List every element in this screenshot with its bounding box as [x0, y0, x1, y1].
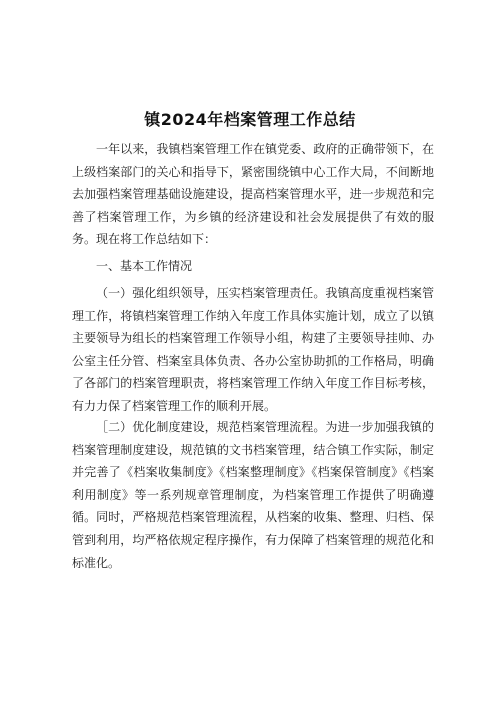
intro-paragraph-block	[72, 138, 434, 251]
document-title: 镇2024年档案管理工作总结	[144, 110, 356, 129]
item1-paragraph-block	[72, 282, 434, 418]
section-heading-block	[72, 255, 434, 278]
item1-paragraph: （一）强化组织领导，压实档案管理责任。我镇高度重视档案管理工作，将镇档案管理工作纳入年度工作具体实施计划，成立了以镇主要领导为组长的档案管理工作领导小组，构建了主要领导挂帅、办公室主任分管、档案室具体负责、各办公室协助抓的工作格局，明确了各部门的档案管理职责，将档案管理工作纳入年度工作目标考核，有力力保了档案管理工作的顺利开展。	[72, 286, 434, 413]
item2-paragraph: ［二）优化制度建设，规范档案管理流程。为进一步加强我镇的档案管理制度建设，规范镇的文书档案管理，结合镇工作实际，制定并完善了《档案收集制度》《档案整理制度》《档案保管制度》《档案利用制度》等一系列规章管理制度，为档案管理工作提供了明确遵循。同时，严格规范档案管理流程，从档案的收集、整理、归档、保管到利用，均严格依规定程序操作，有力保障了档案管理的规范化和标准化。	[72, 420, 434, 570]
section-heading: 一、基本工作情况	[96, 259, 193, 273]
item2-paragraph-block	[72, 416, 434, 574]
intro-paragraph: 一年以来，我镇档案管理工作在镇党委、政府的正确带领下，在上级档案部门的关心和指导下，紧密围绕镇中心工作大局，不间断地去加强档案管理基础设施建设，提高档案管理水平，进一步规范和完善了档案管理工作，为乡镇的经济建设和社会发展提供了有效的服务。现在将工作总结如下：	[72, 142, 434, 247]
